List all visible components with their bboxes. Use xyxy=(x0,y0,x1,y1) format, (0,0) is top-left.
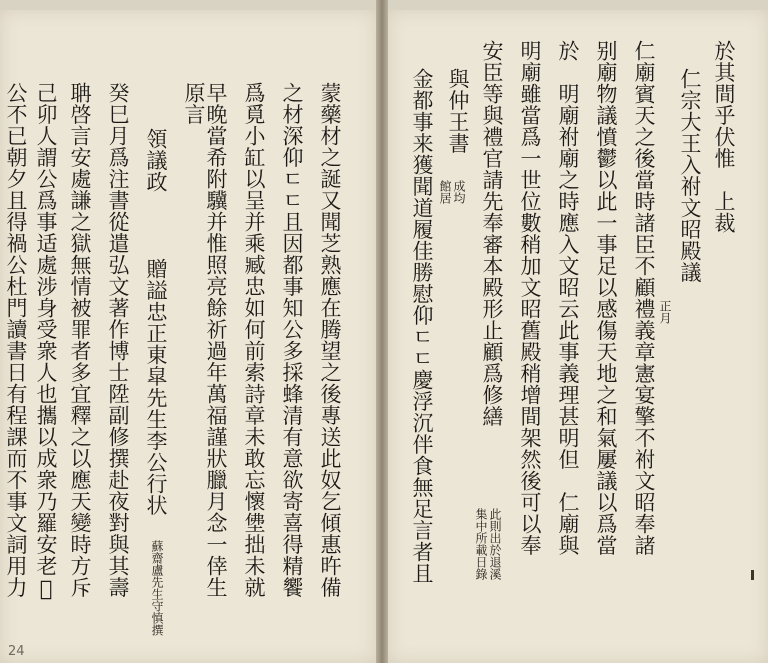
text-column: 别廟物議憤鬱以此一事足以感傷天地之和氣屢議以爲當 xyxy=(594,40,618,556)
text-column: 公不已朝夕且得禍公杜門讀書日有程課而不事文詞用力 xyxy=(4,82,28,598)
text-column: 仁廟賓天之後當時諸臣不顧禮義章憲宴擎不祔文昭奉諸 xyxy=(632,40,656,556)
annotation: 蘇齋盧先生守慎撰 xyxy=(150,540,164,636)
book-gutter xyxy=(376,0,388,663)
annotation: 集中所載日錄 xyxy=(474,508,488,580)
text-column: 於其間乎伏惟 上裁 xyxy=(712,40,736,234)
text-column: 贈謚忠正東皐先生李公行状 xyxy=(144,258,168,516)
text-column: 與仲王書 xyxy=(446,68,470,154)
text-column: 聃啓言安處謙之獄無情被罪者多宜釋之以應天變時方斥 xyxy=(68,82,92,598)
text-column: 明廟雖當爲一世位數稍加文昭舊殿稍增間架然後可以奉 xyxy=(518,40,542,556)
text-column: 仁宗大王入祔文昭殿議 xyxy=(678,68,702,283)
annotation: 館居 xyxy=(438,180,452,204)
text-column: 癸巳月爲注書從遣弘文著作博士陞副修撰赴夜對與其壽 xyxy=(106,82,130,598)
left-page xyxy=(0,10,376,663)
page-mark xyxy=(751,570,754,580)
text-column: 之材深仰ㄷㄷ且因都事知公多採蜂清有意欲寄喜得精饗 xyxy=(280,82,304,598)
text-column: 早晚當希附驥并惟照亮餘祈過年萬福謹狀臘月念一倖生 xyxy=(204,82,228,598)
text-column: 原言 xyxy=(182,82,206,125)
text-column: 蒙藥材之誕又聞芝熟應在腾望之後專送此奴乞傾惠旿備 xyxy=(318,82,342,598)
page-number: 24 xyxy=(8,644,25,659)
text-column: 安臣等與禮官請先奉審本殿形止顧爲修繕 xyxy=(480,40,504,427)
text-column: 金都事来獲聞道履佳勝慰仰ㄷㄷ慶浮沉伴食無足言者且 xyxy=(410,68,434,584)
text-column: 爲覓小缸以呈并乘臧忠如何前索詩章未敢忘懷𡌅拙未就 xyxy=(242,82,266,598)
text-column: 領議政 xyxy=(144,128,168,193)
text-column: 己卯人謂公爲事适處涉身受衆人也攜以成衆乃羅安老𠡠 xyxy=(34,82,58,601)
annotation: 此則出於退溪 xyxy=(488,508,502,580)
annotation: 成均 xyxy=(452,180,466,204)
annotation: 正月 xyxy=(658,300,672,324)
text-column: 於 明廟祔廟之時應入文昭云此事義理甚明但 仁廟與 xyxy=(556,40,580,556)
right-page xyxy=(388,10,768,663)
